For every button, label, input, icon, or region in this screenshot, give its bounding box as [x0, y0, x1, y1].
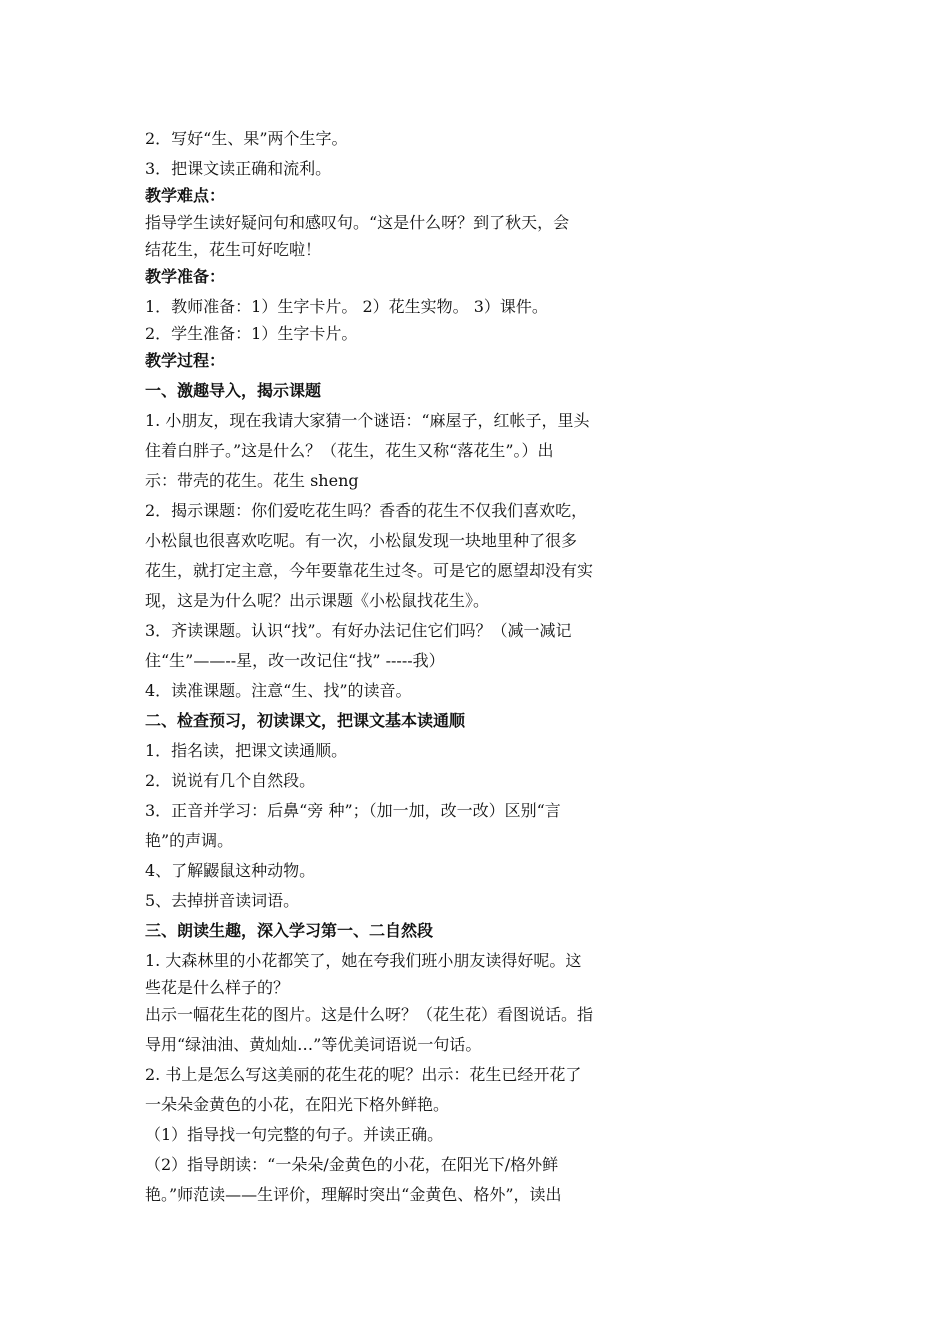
section-heading: 教学过程：: [145, 351, 226, 370]
text-line: 1．指名读，把课文读通顺。: [145, 741, 348, 760]
text-line: 指导学生读好疑问句和感叹句。“这是什么呀？到了秋天，会: [145, 213, 570, 232]
text-line: 一朵朵金黄色的小花，在阳光下格外鲜艳。: [145, 1095, 450, 1114]
text-line: 1．教师准备：1）生字卡片。 2）花生实物。 3）课件。: [145, 297, 548, 316]
text-line: 3．正音并学习：后鼻“旁 种”；（加一加，改一改）区别“言: [145, 801, 561, 820]
section-heading: 二、检查预习，初读课文，把课文基本读通顺: [145, 711, 466, 730]
text-line: 1. 小朋友，现在我请大家猜一个谜语：“麻屋子，红帐子，里头: [145, 411, 590, 430]
text-line: 2．揭示课题：你们爱吃花生吗？香香的花生不仅我们喜欢吃，: [145, 501, 588, 520]
text-line: 艳”的声调。: [145, 831, 234, 850]
document-page: [145, 124, 660, 1210]
text-line: 2．说说有几个自然段。: [145, 771, 316, 790]
section-heading: 教学难点：: [145, 186, 226, 205]
text-line: （1）指导找一句完整的句子。并读正确。: [145, 1125, 444, 1144]
section-heading: 一、激趣导入，揭示课题: [145, 381, 322, 400]
text-line: 示：带壳的花生。花生 sheng: [145, 471, 359, 490]
text-line: 些花是什么样子的？: [145, 978, 290, 997]
text-line: 1. 大森林里的小花都笑了，她在夸我们班小朋友读得好呢。这: [145, 951, 582, 970]
text-line: 4．读准课题。注意“生、找”的读音。: [145, 681, 412, 700]
text-line: 结花生，花生可好吃啦！: [145, 240, 322, 259]
text-line: 2．写好“生、果”两个生字。: [145, 129, 348, 148]
text-line: 出示一幅花生花的图片。这是什么呀？（花生花）看图说话。指: [145, 1005, 594, 1024]
text-line: 小松鼠也很喜欢吃呢。有一次，小松鼠发现一块地里种了很多: [145, 531, 578, 550]
text-line: 艳。”师范读——生评价，理解时突出“金黄色、格外”，读出: [145, 1185, 562, 1204]
text-line: 4、了解鼹鼠这种动物。: [145, 861, 316, 880]
section-heading: 三、朗读生趣，深入学习第一、二自然段: [145, 921, 434, 940]
text-line: 花生，就打定主意，今年要靠花生过冬。可是它的愿望却没有实: [145, 561, 594, 580]
text-line: 2．学生准备：1）生字卡片。: [145, 324, 358, 343]
text-line: 现，这是为什么呢？出示课题《小松鼠找花生》。: [145, 591, 490, 610]
text-line: 5、去掉拼音读词语。: [145, 891, 300, 910]
text-line: 住着白胖子。”这是什么？（花生，花生又称“落花生”。）出: [145, 441, 554, 460]
text-line: 导用“绿油油、黄灿灿…”等优美词语说一句话。: [145, 1035, 482, 1054]
text-line: （2）指导朗读：“一朵朵/金黄色的小花，在阳光下/格外鲜: [145, 1155, 559, 1174]
section-heading: 教学准备：: [145, 267, 226, 286]
text-line: 住“生”——--星，改一改记住“找” -----我）: [145, 651, 445, 670]
text-line: 2. 书上是怎么写这美丽的花生花的呢？出示：花生已经开花了: [145, 1065, 582, 1084]
text-line: 3．齐读课题。认识“找”。有好办法记住它们吗？（减一减记: [145, 621, 572, 640]
text-line: 3．把课文读正确和流利。: [145, 159, 332, 178]
